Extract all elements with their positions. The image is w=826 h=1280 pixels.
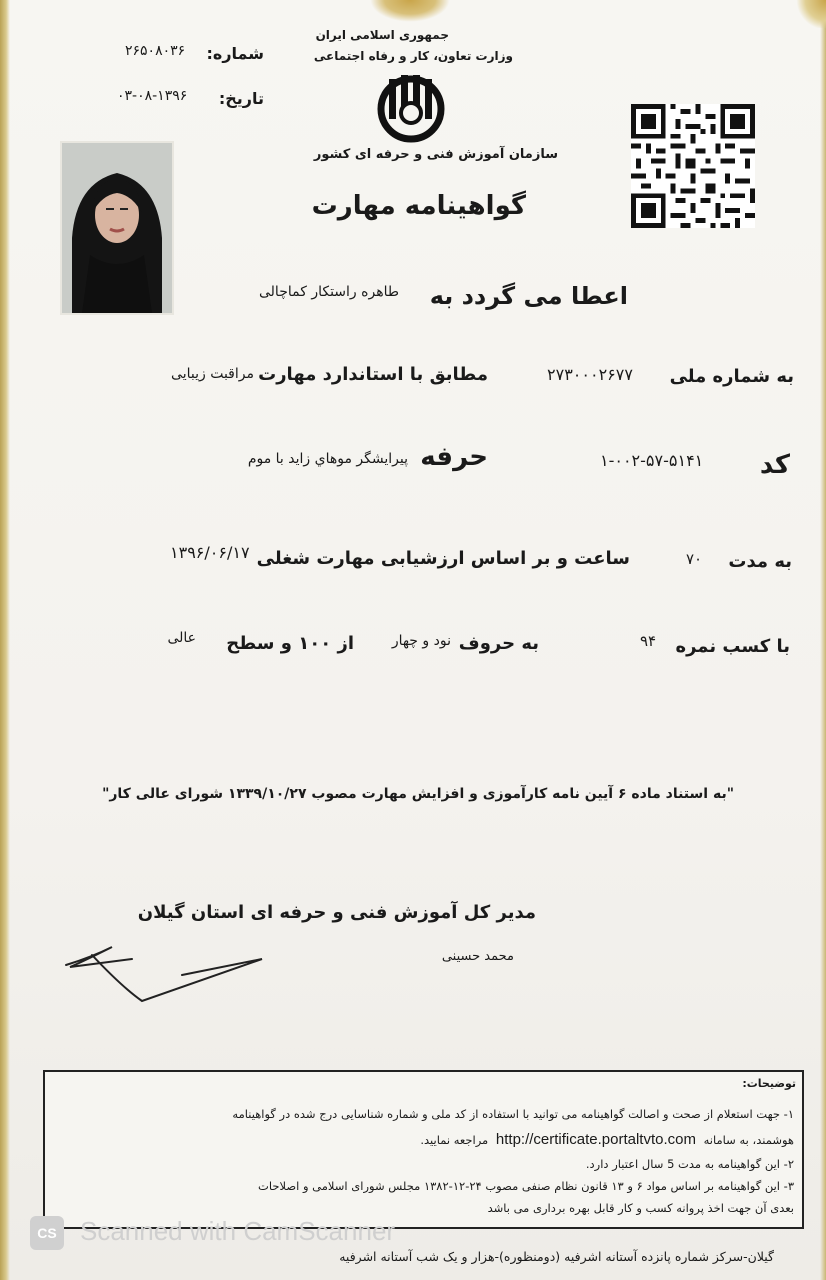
notes-line-1: ۱- جهت استعلام از صحت و اصالت گواهینامه می توانید با استفاده از کد ملی و شماره شناسایی درج شده در گواهینامه (232, 1107, 794, 1121)
profession-label: حرفه (420, 442, 488, 472)
notes-box (43, 1070, 804, 1229)
standard-value: مراقبت زیبایی (171, 366, 254, 382)
code-value: ۱-۰۰۲-۵۷-۵۱۴۱ (600, 451, 704, 470)
score-label: با کسب نمره (675, 636, 790, 657)
holder-photo (60, 141, 174, 315)
camscanner-logo-icon: CS (30, 1216, 64, 1250)
ministry-name: وزارت تعاون، کار و رفاه اجتماعی (313, 49, 513, 63)
notes-line-3: ۲- این گواهینامه به مدت 5 سال اعتبار دارد. (585, 1157, 794, 1171)
notes-heading: توضیحات: (742, 1077, 796, 1090)
decorative-border-right (820, 0, 826, 1280)
legal-note: "به استناد ماده ۶ آیین نامه کارآموزی و افزایش مهارت مصوب ۱۳۳۹/۱۰/۲۷ شورای عالی کار" (102, 786, 734, 802)
awarded-label: اعطا می گردد به (429, 282, 628, 310)
organization-name: سازمان آموزش فنی و حرفه ای کشور (313, 147, 558, 162)
notes-line-4: ۳- این گواهینامه بر اساس مواد ۶ و ۱۳ قانون نظام صنفی مصوب ۲۴-۱۲-۱۳۸۲ مجلس شورای اسلامی و اصلاحات (258, 1179, 794, 1193)
date-label: تاریخ: (218, 89, 264, 108)
duration-text: ساعت و بر اساس ارزشیابی مهارت شغلی (256, 548, 630, 569)
letters-value: نود و چهار (391, 633, 451, 649)
handwritten-signature (62, 937, 272, 1007)
letters-label: به حروف (458, 633, 539, 654)
score-value: ۹۴ (640, 632, 657, 650)
notes-line-5: بعدی آن جهت اخذ پروانه کسب و کار قابل بهره برداری می باشد (487, 1201, 794, 1215)
duration-value: ۷۰ (686, 550, 703, 568)
code-label: کد (759, 450, 790, 480)
country-name: جمهوری اسلامی ایران (315, 28, 449, 42)
footer-address: گیلان-سرکز شماره پانزده آستانه اشرفیه (دومنظوره)-هزار و یک شب آستانه اشرفیه (339, 1249, 774, 1264)
certificate-title: گواهینامه مهارت (311, 191, 526, 221)
verification-url[interactable]: http://certificate.portaltvto.com (495, 1131, 696, 1148)
national-id-label: به شماره ملی (669, 366, 794, 387)
date-value: ۰۳-۰۸-۱۳۹۶ (117, 88, 188, 104)
level-value: عالی (167, 630, 196, 646)
emblem-ornament (370, 0, 450, 22)
duration-label: به مدت (728, 551, 792, 572)
tvto-logo (371, 73, 451, 143)
signatory-title: مدیر کل آموزش فنی و حرفه ای استان گیلان (137, 902, 536, 923)
number-value: ۲۶۵۰۸۰۳۶ (125, 43, 186, 59)
camscanner-watermark (30, 1212, 470, 1252)
notes-line-2: هوشمند، به سامانه http://certificate.portaltvto.com مراجعه نمایید. (420, 1131, 794, 1148)
decorative-border-left (0, 0, 10, 1280)
profession-value: پیرایشگر موهاي زايد با موم (247, 451, 408, 467)
number-label: شماره: (206, 44, 264, 63)
signatory-name: محمد حسینی (441, 949, 514, 964)
assessment-date: ۱۳۹۶/۰۶/۱۷ (170, 543, 250, 562)
out-of-label: از ۱۰۰ و سطح (226, 633, 354, 654)
awarded-name: طاهره راستکار کماچالی (259, 284, 399, 300)
watermark-text: Scanned with CamScanner (80, 1216, 396, 1246)
corner-ornament (796, 0, 826, 28)
qr-code (631, 104, 755, 228)
national-id-value: ۲۷۳۰۰۰۲۶۷۷ (547, 365, 633, 384)
standard-label: مطابق با استاندارد مهارت (258, 364, 488, 385)
